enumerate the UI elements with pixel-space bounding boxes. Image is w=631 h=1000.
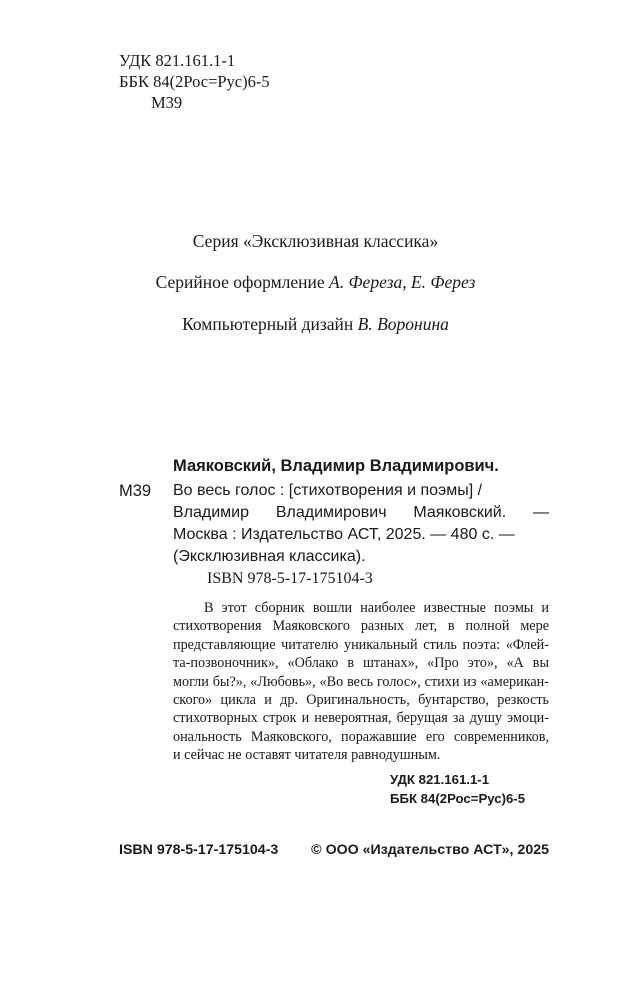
annotation-line: ональность Маяковского, поражавшие его современников, bbox=[173, 728, 549, 745]
annotation-line: стихотворения Маяковского разных лет, в полной мере bbox=[173, 618, 549, 635]
catalog-title-line: Во весь голос : [стихотворения и поэмы] / bbox=[173, 482, 483, 499]
catalog-title-line: Владимир Владимирович Маяковский. — bbox=[173, 504, 549, 521]
annotation-line: В этот сборник вошли наиболее известные поэмы и bbox=[204, 600, 549, 616]
udk-code-bottom: УДК 821.161.1-1 bbox=[390, 772, 490, 787]
annotation-line: ского» цикла и др. Оригинальность, бунтарство, резкость bbox=[173, 692, 549, 709]
annotation-line: стихотворных строк и невероятная, берущая за душу эмоци- bbox=[173, 710, 549, 727]
catalog-title-line: (Эксклюзивная классика). bbox=[173, 548, 366, 565]
footer-copyright: © ООО «Издательство АСТ», 2025 bbox=[311, 842, 549, 858]
footer-isbn: ISBN 978-5-17-175104-3 bbox=[119, 842, 279, 858]
annotation-line: могли бы?», «Любовь», «Во весь голос», стихи из «американ- bbox=[173, 673, 549, 690]
computer-design-credit bbox=[0, 314, 631, 335]
series-line: Серия «Эксклюзивная классика» bbox=[192, 231, 439, 251]
series-design-label: Серийное оформление bbox=[155, 272, 330, 292]
computer-design-name: В. Воронина bbox=[357, 314, 449, 334]
catalog-author: Маяковский, Владимир Владимирович. bbox=[173, 457, 499, 475]
annotation-line: и сейчас не оставят читателя равнодушным. bbox=[173, 747, 441, 764]
catalog-code: М39 bbox=[119, 482, 152, 500]
catalog-title-line: Москва : Издательство АСТ, 2025. — 480 с. — bbox=[173, 526, 515, 543]
catalog-title-block bbox=[173, 480, 549, 568]
annotation-line: представляющие читателю уникальный стиль поэта: «Флей- bbox=[173, 636, 549, 653]
annotation bbox=[173, 599, 549, 765]
classification-header bbox=[119, 50, 270, 113]
annotation-line: та-позвоночник», «Облако в штанах», «Про это», «А вы bbox=[173, 655, 549, 672]
catalog-isbn: ISBN 978-5-17-175104-3 bbox=[207, 570, 373, 587]
bbk-code: ББК 84(2Рос=Рус)6-5 bbox=[119, 72, 270, 91]
computer-design-label: Компьютерный дизайн bbox=[182, 314, 358, 334]
udk-code: УДК 821.161.1-1 bbox=[119, 51, 236, 70]
series-design-credit bbox=[0, 272, 631, 293]
author-sign: М39 bbox=[151, 93, 183, 112]
series-design-names: А. Фереза, Е. Ферез bbox=[329, 272, 476, 292]
classification-bottom bbox=[390, 770, 525, 808]
bbk-code-bottom: ББК 84(2Рос=Рус)6-5 bbox=[390, 791, 526, 806]
